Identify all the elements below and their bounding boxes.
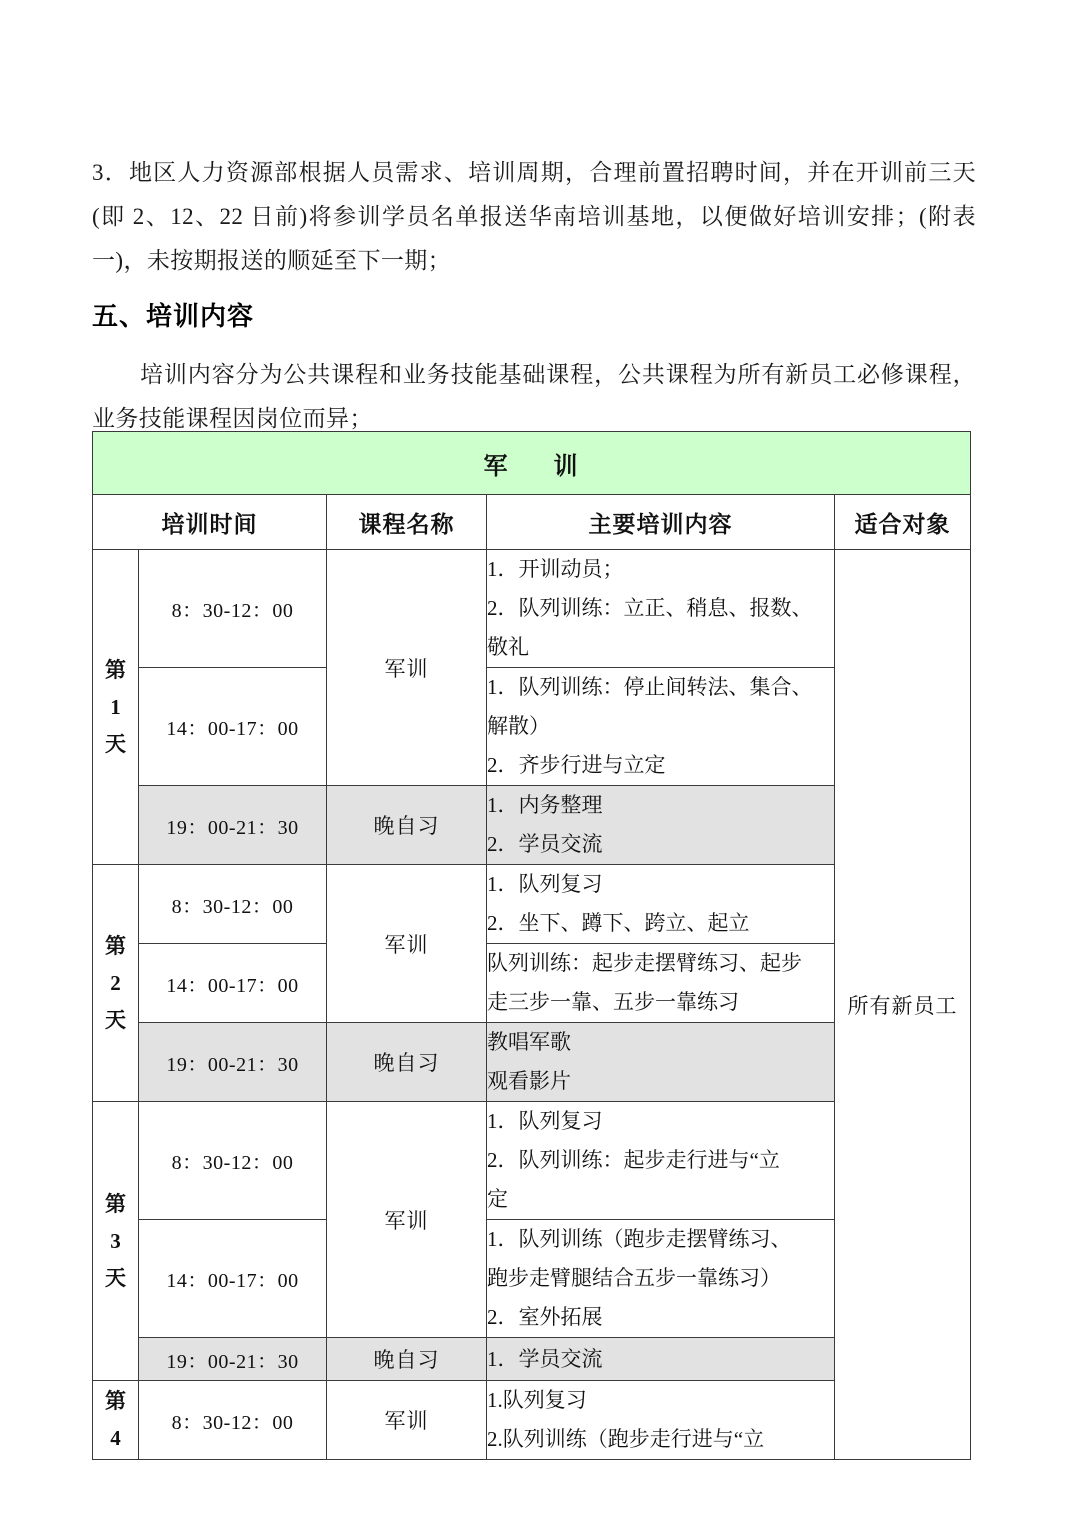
content-cell — [487, 865, 835, 944]
day-label-char: 第 — [105, 1389, 126, 1413]
table-title-text-second: 训 — [553, 453, 580, 480]
content-line: 队列训练：起步走摆臂练习、起步 — [487, 951, 802, 975]
course-name-cell: 晚自习 — [327, 1338, 487, 1381]
content-cell — [487, 1338, 835, 1381]
content-line: 教唱军歌 — [487, 1030, 571, 1054]
content-cell — [487, 1220, 835, 1338]
content-line: 1.队列复习 — [487, 1388, 587, 1412]
table-header-row — [93, 495, 971, 550]
day-label-char: 1 — [110, 694, 121, 719]
time-cell: 19：00-21：30 — [139, 1023, 327, 1102]
table-title-cell — [93, 432, 971, 495]
content-line: 1．队列训练：停止间转法、集合、 — [487, 675, 813, 699]
time-cell: 8：30-12：00 — [139, 865, 327, 944]
intro-paragraph: 3．地区人力资源部根据人员需求、培训周期，合理前置招聘时间，并在开训前三天(即 2、12、22 日前)将参训学员名单报送华南培训基地，以便做好培训安排；(附表一)，未按期报送的顺延至下一期； — [92, 160, 976, 273]
content-line: 观看影片 — [487, 1069, 571, 1093]
section-heading-training-content: 五、培训内容 — [92, 301, 255, 331]
content-line: 1．队列复习 — [487, 1109, 603, 1133]
day-label-3 — [93, 1102, 139, 1381]
day-label-char: 天 — [105, 1265, 126, 1290]
day-label-4 — [93, 1381, 139, 1460]
time-cell: 8：30-12：00 — [139, 1102, 327, 1220]
day-label-char: 第 — [105, 1191, 126, 1216]
content-line: 1．内务整理 — [487, 793, 603, 817]
day-label-char: 2 — [110, 970, 121, 995]
table-title-row — [93, 432, 971, 495]
time-cell: 14：00-17：00 — [139, 668, 327, 786]
content-line: 1．队列训练（跑步走摆臂练习、 — [487, 1227, 792, 1251]
course-name-cell: 晚自习 — [327, 1023, 487, 1102]
content-cell — [487, 550, 835, 668]
content-cell — [487, 1102, 835, 1220]
content-line: 2．坐下、蹲下、跨立、起立 — [487, 911, 750, 935]
day-label-char: 第 — [105, 933, 126, 958]
day-label-char: 天 — [105, 731, 126, 756]
military-training-schedule-table — [92, 431, 971, 1460]
day-label-char: 天 — [105, 1007, 126, 1032]
content-line: 2.队列训练（跑步走行进与“立 — [487, 1427, 765, 1451]
time-cell: 14：00-17：00 — [139, 1220, 327, 1338]
content-cell — [487, 1381, 835, 1460]
content-line: 定 — [487, 1187, 508, 1211]
content-line: 2．队列训练：起步走行进与“立 — [487, 1148, 780, 1172]
content-line: 2．队列训练：立正、稍息、报数、 — [487, 596, 813, 620]
time-cell: 8：30-12：00 — [139, 550, 327, 668]
day-label-1 — [93, 550, 139, 865]
content-line: 跑步走臂腿结合五步一靠练习） — [487, 1266, 781, 1290]
table-row — [93, 550, 971, 668]
column-header-main-content: 主要培训内容 — [487, 495, 835, 550]
table-title-text: 军 — [483, 453, 510, 480]
content-cell — [487, 668, 835, 786]
content-cell — [487, 786, 835, 865]
course-name-cell: 军训 — [327, 550, 487, 786]
content-line: 解散） — [487, 714, 550, 738]
time-cell: 19：00-21：30 — [139, 1338, 327, 1381]
course-name-cell: 军训 — [327, 865, 487, 1023]
content-line: 敬礼 — [487, 635, 529, 659]
content-line: 1．学员交流 — [487, 1346, 603, 1371]
training-content-paragraph: 培训内容分为公共课程和业务技能基础课程，公共课程为所有新员工必修课程，业务技能课程因岗位而异； — [92, 362, 976, 431]
day-label-char: 第 — [105, 657, 126, 682]
time-cell: 8：30-12：00 — [139, 1381, 327, 1460]
content-line: 走三步一靠、五步一靠练习 — [487, 990, 739, 1014]
content-line: 2．室外拓展 — [487, 1305, 603, 1329]
column-header-target-audience: 适合对象 — [835, 495, 971, 550]
content-line: 1．队列复习 — [487, 872, 603, 896]
course-name-cell: 晚自习 — [327, 786, 487, 865]
content-line: 2．齐步行进与立定 — [487, 753, 666, 777]
content-cell — [487, 944, 835, 1023]
day-label-char: 4 — [110, 1426, 121, 1450]
target-audience-cell: 所有新员工 — [835, 550, 971, 1460]
course-name-cell: 军训 — [327, 1102, 487, 1338]
content-cell — [487, 1023, 835, 1102]
content-line: 1．开训动员； — [487, 557, 624, 581]
course-name-cell: 军训 — [327, 1381, 487, 1460]
time-cell: 19：00-21：30 — [139, 786, 327, 865]
time-cell: 14：00-17：00 — [139, 944, 327, 1023]
day-label-char: 3 — [110, 1228, 121, 1253]
day-label-2 — [93, 865, 139, 1102]
column-header-course-name: 课程名称 — [327, 495, 487, 550]
column-header-training-time: 培训时间 — [93, 495, 327, 550]
content-line: 2．学员交流 — [487, 832, 603, 856]
